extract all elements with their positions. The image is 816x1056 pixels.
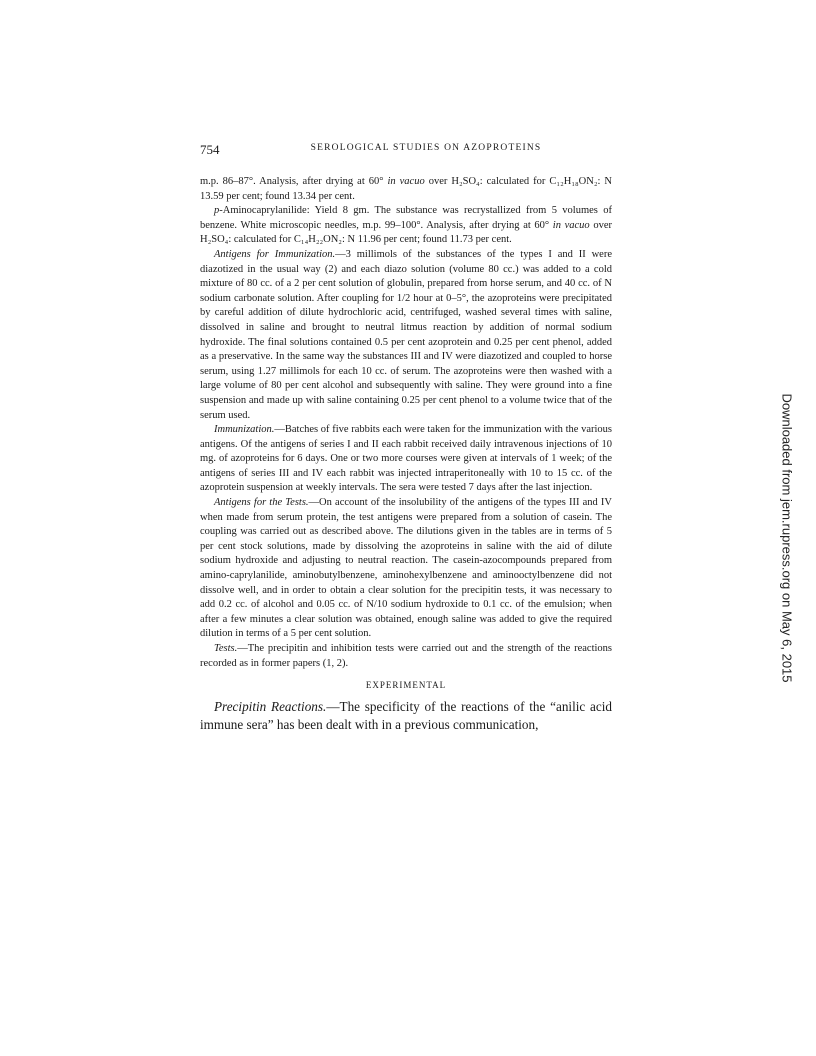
running-title: SEROLOGICAL STUDIES ON AZOPROTEINS: [310, 143, 542, 153]
paragraph-aminocaprylanilide: p-Aminocaprylanilide: Yield 8 gm. The substance was recrystallized from 5 volumes of benzene. White microscopic needles, m.p. 99–100°. Analysis, after drying at 60° in vacuo over H₂SO₄: calculated for C₁₄H₂₂ON₂: N 11.96 per cent; found 11.73 per cent.: [200, 205, 612, 246]
page-number: 754: [200, 142, 220, 157]
section-heading: EXPERIMENTAL: [365, 680, 447, 691]
paragraph-precipitin-reactions: Precipitin Reactions.—The specificity of the reactions of the “anilic acid immune sera” has been dealt with in a previous communication,: [200, 698, 612, 732]
paragraph-antigens-tests: Antigens for the Tests.—On account of the insolubility of the antigens of the types III and IV when made from serum protein, the test antigens were prepared from a solution of casein. The coupling was carried out as described above. The dilutions given in the tables are in terms of 5 per cent stock solutions, made by dissolving the azoproteins in saline with the aid of dilute sodium hydroxide and adjusting to neutral reaction. The casein-azocompounds prepared from amino-caprylanilide, aminobutylbenzene, aminohexylbenzene and aminooctylbenzene did not dissolve well, and in order to obtain a clear solution for the precipitin tests, it was necessary to add 0.2 cc. of alcohol and 0.05 cc. of N/10 sodium hydroxide to 0.1 cc. of the emulsion; when after a few minutes a clear solution was obtained, enough saline was added to give the required dilution in terms of a 5 per cent solution.: [200, 497, 612, 640]
paragraph-immunization: Immunization.—Batches of five rabbits each were taken for the immunization with the various antigens. Of the antigens of series I and II each rabbit received daily intravenous injections of 10 mg. of azoproteins for 6 days. One or two more courses were given at intervals of 1 week; of the antigens of series III and IV each rabbit was injected intraperitoneally with 10 to 15 cc. of the azoprotein suspension at weekly intervals. The sera were tested 7 days after the last injection.: [200, 424, 612, 494]
paragraph-melting-point: m.p. 86–87°. Analysis, after drying at 60° in vacuo over H₂SO₄: calculated for C₁₂H₁₈ON₂: N 13.59 per cent; found 13.34 per cent.: [200, 176, 612, 202]
paragraph-tests: Tests.—The precipitin and inhibition tests were carried out and the strength of the reactions recorded as in former papers (1, 2).: [200, 643, 612, 669]
page-header: [200, 142, 612, 158]
subsection-title: Tests.: [214, 643, 238, 654]
download-watermark: Downloaded from jem.rupress.org on May 6, 2015: [779, 393, 795, 683]
subsection-title: Antigens for Immunization.: [214, 248, 336, 260]
subsection-title: Immunization.: [214, 424, 275, 436]
subsection-title: Precipitin Reactions.: [214, 698, 327, 714]
subsection-title: Antigens for the Tests.: [214, 497, 309, 509]
paragraph-antigens-immunization: Antigens for Immunization.—3 millimols of the substances of the types I and II were diazotized in the usual way (2) and each diazo solution (volume 80 cc.) was added to a cold mixture of 80 cc. of a 2 per cent solution of globulin, prepared from horse serum, and 40 cc. of N sodium carbonate solution. After coupling for 1/2 hour at 0–5°, the azoproteins were precipitated by careful addition of dilute hydrochloric acid, centrifuged, washed several times with saline, dissolved in saline and brought to neutral litmus reaction by addition of normal sodium hydroxide. The final solutions contained 0.5 per cent azoprotein and 0.25 per cent phenol, added as a preservative. In the same way the substances III and IV were diazotized and coupled to horse serum, using 1.27 millimols for each 10 cc. of serum. The azoproteins were then washed with a large volume of 80 per cent alcohol and subsequently with saline. They were ground into a fine suspension and made up with saline containing 0.25 per cent phenol to a volume twice that of the serum used.: [200, 248, 612, 421]
article-body: [200, 175, 612, 734]
